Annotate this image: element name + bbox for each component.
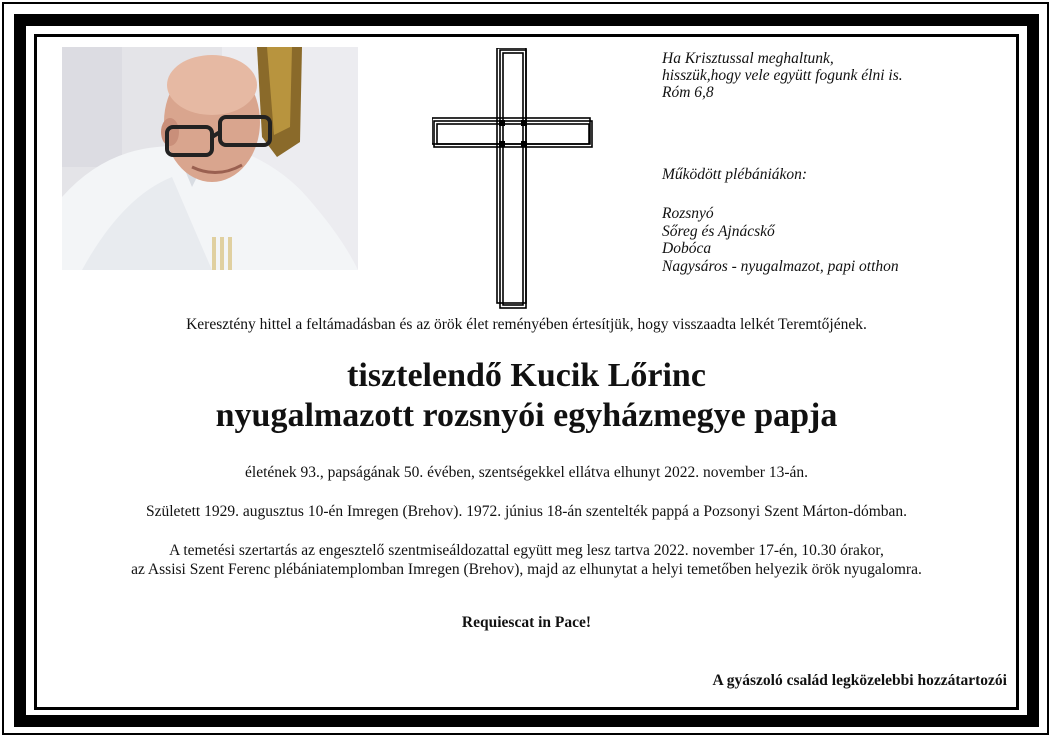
- priest-portrait-icon: [62, 47, 358, 270]
- parish-item: Rozsnyó: [662, 205, 714, 222]
- birth-details: Született 1929. augusztus 10-én Imregen (Brehov). 1972. június 18-án szentelték pappá a Pozsonyi Szent Márton-dómban.: [145, 503, 908, 520]
- latin-cross-icon: [432, 48, 597, 315]
- intro-text: Keresztény hittel a feltámadásban és az örök élet reményében értesítjük, hogy visszaadta lelkét Teremtőjének.: [186, 316, 867, 333]
- parishes-heading: Működött plébániákon:: [662, 166, 808, 183]
- parish-item: Dobóca: [662, 240, 712, 257]
- portrait-photo: [62, 47, 358, 270]
- requiescat-line: Requiescat in Pace!: [461, 614, 592, 631]
- family-signature: A gyászoló család legközelebbi hozzátartozói: [712, 672, 1007, 689]
- parish-list: [662, 205, 899, 275]
- death-details: életének 93., papságának 50. évében, szentségekkel ellátva elhunyt 2022. november 13-án.: [245, 464, 808, 481]
- parish-item: Nagysáros - nyugalmazot, papi otthon: [662, 257, 899, 275]
- funeral-details-line-1: A temetési szertartás az engesztelő szentmiseáldozattal együtt meg lesz tartva 2022. november 17-én, 10.30 órakor,: [169, 542, 884, 559]
- deceased-name: tisztelendő Kucik Lőrinc: [347, 357, 706, 394]
- funeral-details-line-2: az Assisi Szent Ferenc plébániatemplomban Imregen (Brehov), majd az elhunytat a helyi temetőben helyezik örök nyugalomra.: [131, 561, 922, 578]
- parish-item: Sőreg és Ajnácskő: [662, 222, 775, 240]
- deceased-role: nyugalmazott rozsnyói egyházmegye papja: [215, 397, 838, 434]
- bible-verse: Ha Krisztussal meghaltunk, hisszük,hogy vele együtt fogunk élni is. Róm 6,8: [662, 50, 903, 101]
